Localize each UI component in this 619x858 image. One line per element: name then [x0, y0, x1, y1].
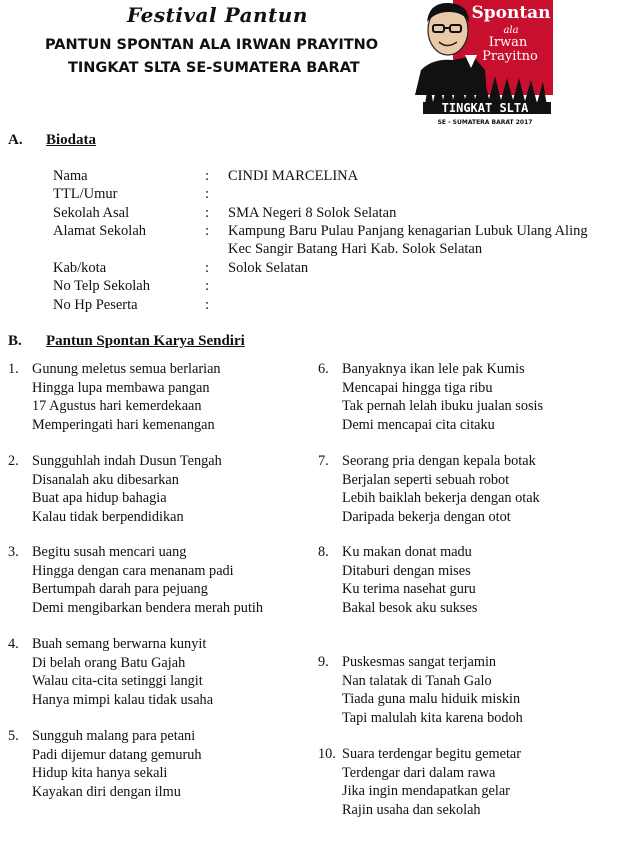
pantun-line: Lebih baiklah bekerja dengan otak	[342, 490, 540, 506]
pantun-line: Di belah orang Batu Gajah	[32, 654, 186, 671]
pantun-item	[32, 727, 202, 801]
bio-label-nama: Nama	[53, 168, 88, 184]
logo-word-ala: ala	[503, 25, 519, 36]
event-logo	[413, 0, 553, 130]
pantun-line: Berjalan seperti sebuah robot	[342, 471, 510, 488]
logo-sub-text: SE - SUMATERA BARAT 2017	[437, 119, 533, 126]
pantun-item	[32, 452, 222, 526]
pantun-line: Seorang pria dengan kepala botak	[342, 453, 536, 469]
pantun-number: 1.	[8, 361, 19, 377]
pantun-line: Begitu susah mencari uang	[32, 544, 187, 560]
pantun-line: Bertumpah darah para pejuang	[32, 581, 208, 597]
section-a-letter: A.	[8, 132, 23, 148]
bio-label-hp: No Hp Peserta	[53, 297, 138, 313]
bio-colon: :	[205, 223, 210, 239]
pantun-line: Ku makan donat madu	[342, 544, 472, 560]
pantun-line: Hidup kita hanya sekali	[32, 765, 168, 781]
pantun-line: Mencapai hingga tiga ribu	[342, 379, 493, 396]
pantun-line: Kalau tidak berpendidikan	[32, 508, 184, 525]
pantun-item	[342, 452, 540, 526]
pantun-line: Tiada guna malu hiduik miskin	[342, 691, 521, 707]
pantun-item	[342, 360, 543, 434]
pantun-line: Hingga lupa membawa pangan	[32, 379, 210, 396]
pantun-line: Buat apa hidup bahagia	[32, 490, 167, 506]
logo-word-prayitno: Prayitno	[482, 49, 538, 64]
bio-colon: :	[205, 260, 210, 276]
bio-value-sekolah: SMA Negeri 8 Solok Selatan	[228, 205, 397, 221]
pantun-line: Demi mengibarkan bendera merah putih	[32, 599, 264, 616]
pantun-item	[32, 543, 263, 617]
bio-colon: :	[205, 205, 210, 221]
bio-label-telp: No Telp Sekolah	[53, 278, 150, 294]
pantun-line: Demi mencapai cita citaku	[342, 416, 495, 433]
bio-label-alamat: Alamat Sekolah	[53, 223, 147, 239]
pantun-line: Memperingati hari kemenangan	[32, 416, 215, 433]
pantun-line: Walau cita-cita setinggi langit	[32, 673, 203, 689]
pantun-line: Buah semang berwarna kunyit	[32, 636, 207, 652]
bio-colon: :	[205, 186, 210, 202]
pantun-line: Hingga dengan cara menanam padi	[32, 562, 234, 579]
pantun-line: Bakal besok aku sukses	[342, 599, 478, 616]
bio-value-nama: CINDI MARCELINA	[228, 168, 359, 184]
pantun-item	[342, 745, 521, 819]
pantun-line: Rajin usaha dan sekolah	[342, 801, 481, 818]
pantun-line: Ditaburi dengan mises	[342, 562, 471, 579]
pantun-line: Hanya mimpi kalau tidak usaha	[32, 691, 214, 708]
bio-value-alamat: Kampung Baru Pulau Panjang kenagarian Lubuk Ulang Aling Kec Sangir Batang Hari Kab. Solok Selatan	[228, 223, 588, 258]
bio-value-kabkota: Solok Selatan	[228, 260, 309, 276]
pantun-item	[342, 653, 523, 727]
pantun-item	[32, 360, 221, 434]
pantun-line: Kayakan diri dengan ilmu	[32, 783, 181, 800]
pantun-number: 5.	[8, 728, 19, 744]
bio-colon: :	[205, 297, 210, 313]
pantun-number: 2.	[8, 453, 19, 469]
pantun-line: Tak pernah lelah ibuku jualan sosis	[342, 398, 544, 414]
section-b-title: Pantun Spontan Karya Sendiri	[46, 333, 245, 349]
bio-label-ttl: TTL/Umur	[53, 186, 118, 202]
document-title-line2: TINGKAT SLTA SE-SUMATERA BARAT	[68, 60, 360, 76]
pantun-line: Sungguhlah indah Dusun Tengah	[32, 453, 222, 469]
pantun-line: Terdengar dari dalam rawa	[342, 764, 496, 781]
pantun-number: 7.	[318, 453, 329, 469]
pantun-item	[32, 635, 213, 709]
pantun-number: 9.	[318, 654, 329, 670]
bio-label-kabkota: Kab/kota	[53, 260, 107, 276]
festival-title: Festival Pantun	[127, 3, 308, 27]
pantun-item	[342, 543, 477, 617]
pantun-number: 4.	[8, 636, 19, 652]
pantun-line: Nan talatak di Tanah Galo	[342, 672, 492, 689]
pantun-line: Jika ingin mendapatkan gelar	[342, 783, 510, 799]
section-a-title: Biodata	[46, 132, 97, 148]
logo-word-irwan: Irwan	[488, 35, 528, 50]
pantun-line: Ku terima nasehat guru	[342, 581, 476, 597]
pantun-line: Puskesmas sangat terjamin	[342, 654, 497, 670]
pantun-line: Sungguh malang para petani	[32, 728, 196, 744]
pantun-line: 17 Agustus hari kemerdekaan	[32, 398, 202, 414]
pantun-line: Disanalah aku dibesarkan	[32, 471, 179, 488]
pantun-line: Gunung meletus semua berlarian	[32, 361, 221, 377]
pantun-line: Daripada bekerja dengan otot	[342, 508, 511, 525]
logo-word-spontan: Spontan	[471, 3, 551, 23]
bio-colon: :	[205, 168, 210, 184]
bio-label-sekolah: Sekolah Asal	[53, 205, 130, 221]
pantun-line: Tapi malulah kita karena bodoh	[342, 709, 523, 726]
section-b-letter: B.	[8, 333, 22, 349]
pantun-number: 6.	[318, 361, 329, 377]
document-title-line1: PANTUN SPONTAN ALA IRWAN PRAYITNO	[45, 37, 379, 53]
logo-banner-text: TINGKAT SLTA	[441, 101, 529, 115]
pantun-number: 10.	[318, 746, 336, 762]
pantun-line: Suara terdengar begitu gemetar	[342, 746, 522, 762]
pantun-number: 3.	[8, 544, 19, 560]
pantun-line: Padi dijemur datang gemuruh	[32, 746, 202, 763]
pantun-number: 8.	[318, 544, 329, 560]
bio-colon: :	[205, 278, 210, 294]
pantun-line: Banyaknya ikan lele pak Kumis	[342, 361, 525, 377]
